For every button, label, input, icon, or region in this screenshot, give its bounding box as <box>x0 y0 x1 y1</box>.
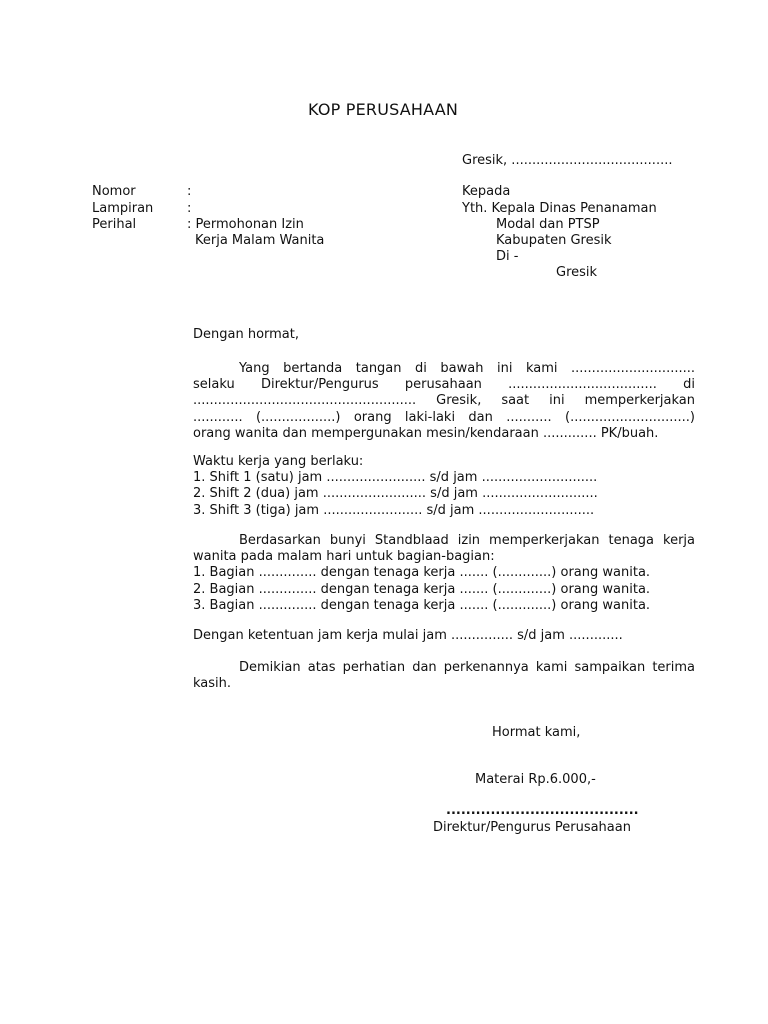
shift-item: 2. Shift 2 (dua) jam ......................... s/d jam ............................ <box>193 486 598 502</box>
intro-line-2: selaku Direktur/Pengurus perusahaan .................................... di <box>193 377 695 393</box>
perihal-value: : Permohonan Izin <box>187 217 304 232</box>
stamp-duty-note: Materai Rp.6.000,- <box>475 772 596 787</box>
signatory-name-line: ....................................... <box>446 803 639 818</box>
place-date: Gresik, ....................................... <box>462 153 673 168</box>
lampiran-label: Lampiran <box>92 201 154 216</box>
perihal-value-continued: Kerja Malam Wanita <box>195 233 325 248</box>
nomor-label: Nomor <box>92 184 136 199</box>
intro-line-5: orang wanita dan mempergunakan mesin/kendaraan ............. PK/buah. <box>193 425 659 441</box>
bagian-item: 3. Bagian .............. dengan tenaga kerja ....... (.............) orang wanita. <box>193 597 651 613</box>
signatory-position: Direktur/Pengurus Perusahaan <box>433 820 631 835</box>
recipient-city: Gresik <box>556 265 598 280</box>
intro-line-1: Yang bertanda tangan di bawah ini kami .............................. <box>239 361 695 376</box>
recipient-title: Yth. Kepala Dinas Penanaman <box>462 201 657 216</box>
standblaad-line-2: wanita pada malam hari untuk bagian-bagian: <box>193 549 495 565</box>
recipient-office: Modal dan PTSP <box>496 217 600 232</box>
paragraph-intro <box>193 361 695 442</box>
intro-line-4: ............ (..................) orang laki-laki dan ........... (.............................) <box>193 409 695 425</box>
paragraph-standblaad <box>193 533 695 614</box>
intro-line-3: ...................................................... Gresik, saat ini memperkerjakan <box>193 393 695 409</box>
closing-line-2: kasih. <box>193 676 232 692</box>
shift-heading: Waktu kerja yang berlaku: <box>193 454 364 469</box>
regards: Hormat kami, <box>492 725 581 740</box>
standblaad-line-1: Berdasarkan bunyi Standblaad izin memperkerjakan tenaga kerja <box>239 533 695 548</box>
shift-item: 3. Shift 3 (tiga) jam ........................ s/d jam ............................ <box>193 502 595 518</box>
bagian-item: 2. Bagian .............. dengan tenaga kerja ....... (.............) orang wanita. <box>193 581 651 597</box>
letterhead-title: KOP PERUSAHAAN <box>308 100 459 119</box>
closing-line-1: Demikian atas perhatian dan perkenannya kami sampaikan terima <box>239 660 695 675</box>
working-hours-provision: Dengan ketentuan jam kerja mulai jam ............... s/d jam ............. <box>193 628 623 643</box>
bagian-item: 1. Bagian .............. dengan tenaga kerja ....... (.............) orang wanita. <box>193 565 651 581</box>
lampiran-separator: : <box>187 201 192 216</box>
recipient-region: Kabupaten Gresik <box>496 233 612 248</box>
recipient-kepada: Kepada <box>462 184 511 199</box>
salutation: Dengan hormat, <box>193 327 300 342</box>
shift-item: 1. Shift 1 (satu) jam ........................ s/d jam ............................ <box>193 470 598 486</box>
paragraph-closing <box>193 660 695 692</box>
shift-section <box>193 454 695 519</box>
perihal-label: Perihal <box>92 217 137 232</box>
recipient-di: Di - <box>496 249 519 264</box>
nomor-separator: : <box>187 184 192 199</box>
